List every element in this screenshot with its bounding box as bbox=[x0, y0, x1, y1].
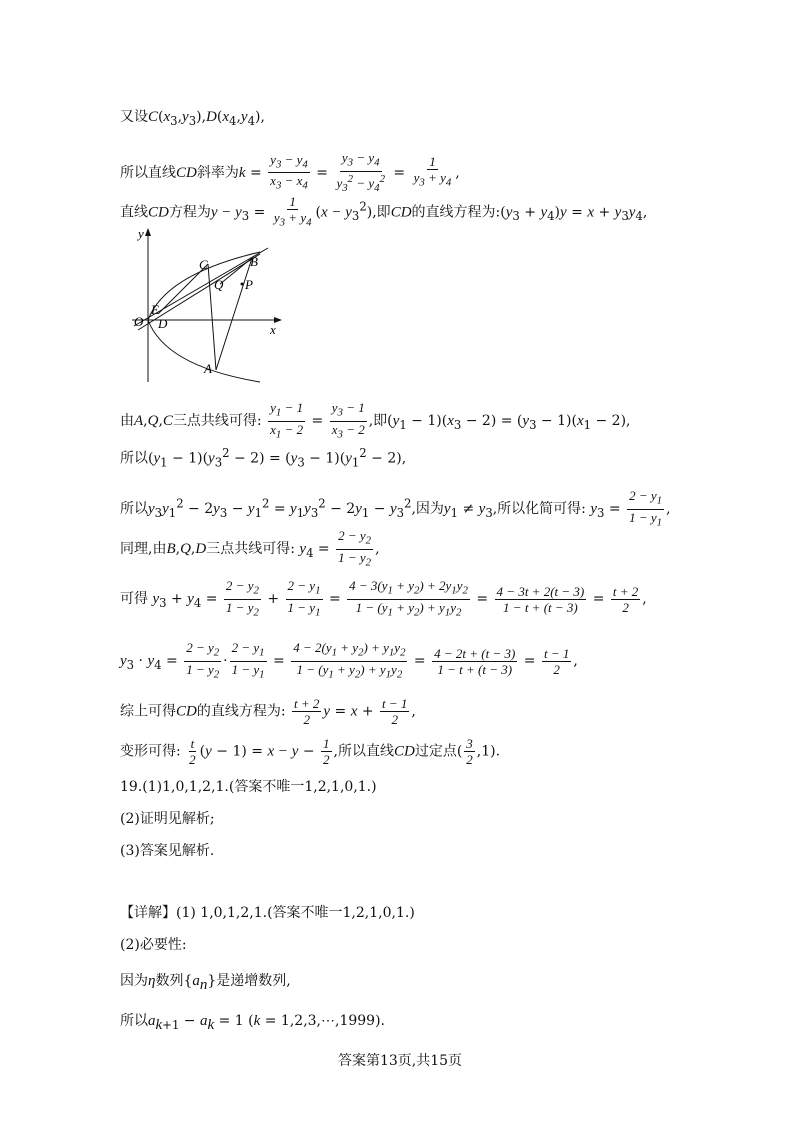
line-3: 直线CD方程为$y - y_3$ = $\frac{1}{y_3 + y_4}$ $(x - y_3^2)$,即CD的直线方程为$:(y_3 + y_4)y = x + y_3y_4$, bbox=[120, 194, 648, 229]
axis-label-y: y bbox=[138, 226, 144, 241]
line-11: 变形可得: $\frac{t}{2}$ (y − 1) = x − y − $\frac{1}{2}$ ,所以直线CD过定点( $\frac{3}{2}$ ,1). bbox=[120, 736, 501, 767]
line-16: (2)必要性: bbox=[120, 937, 187, 953]
line-17: 因为η数列$\{a_n\}$是递增数列, bbox=[120, 973, 291, 993]
label-A: A bbox=[204, 361, 212, 376]
label-B: B bbox=[250, 254, 258, 269]
axis-label-x: x bbox=[270, 322, 276, 337]
line-12: 19.(1)1,0,1,2,1.(答案不唯一1,2,1,0,1.) bbox=[120, 779, 377, 795]
line-1: 又设$C(x_3,y_3),D(x_4,y_4)$, bbox=[120, 109, 265, 128]
line-2: 所以直线CD斜率为k = $\frac{y_3 - y_4}{x_3 - x_4}$ = $\frac{y_3 - y_4}{y_3^2 - y_4^2}$ = $\frac{1}{y_3 + y_4}$ , bbox=[120, 150, 460, 194]
label-P: P bbox=[245, 277, 253, 292]
line-14: (3)答案见解析. bbox=[120, 843, 215, 859]
point-P bbox=[241, 283, 244, 286]
line-15: 【详解】(1) 1,0,1,2,1.(答案不唯一1,2,1,0,1.) bbox=[120, 905, 415, 921]
y-axis-arrow bbox=[145, 228, 151, 236]
parabola-figure bbox=[120, 222, 290, 387]
line-10: 综上可得CD的直线方程为: $\frac{t + 2}{2}$ y = x + $\frac{t - 1}{2}$ , bbox=[120, 696, 416, 727]
line-18: 所以$a_{k+1} - a_k = 1$ (k = 1,2,3,⋯,1999). bbox=[120, 1013, 385, 1033]
label-D: D bbox=[158, 316, 168, 331]
label-C: C bbox=[199, 257, 208, 272]
label-E: E bbox=[151, 302, 159, 317]
label-Q: Q bbox=[214, 277, 224, 292]
label-O: O bbox=[134, 314, 144, 329]
line-9: $y_3 \cdot y_4$ = $\frac{2 - y_2}{1 - y_2}$ · $\frac{2 - y_1}{1 - y_1}$ = $\frac{4 - 2(y_1 + y_2) + y_1y_2}{1 - (y_1 + y_2) + y_1y_2}$ = $\frac{4 - 2t + (t - 3)}{1 - t + (t - 3)}$ = $\frac{t - 1}{2}$ , bbox=[120, 640, 578, 681]
line-8: 可得 $y_3 + y_4$ = $\frac{2 - y_2}{1 - y_2}$ + $\frac{2 - y_1}{1 - y_1}$ = $\frac{4 - 3(y_1 + y_2) + 2y_1y_2}{1 - (y_1 + y_2) + y_1y_2}$ = $\frac{4 - 3t + 2(t - 3)}{1 - t + (t - 3)}$ = $\frac{t + 2}{2}$ , bbox=[120, 578, 647, 619]
line-7: 同理,由B,Q,D三点共线可得: $y_4$ = $\frac{2 - y_2}{1 - y_2}$ , bbox=[120, 528, 380, 569]
line-13: (2)证明见解析; bbox=[120, 811, 215, 827]
page-footer: 答案第13页,共15页 bbox=[337, 1053, 463, 1069]
line-5: 所以$(y_1 - 1)(y_3^2 - 2) = (y_3 - 1)(y_1^2 - 2)$, bbox=[120, 446, 407, 470]
line-6: 所以$y_3y_1^2 - 2y_3 - y_1^2 = y_1y_3^2 - 2y_1 - y_3^2$,因为$y_1 \ne y_3$,所以化简可得: $y_3$ = $\frac{2 - y_1}{1 - y_1}$ , bbox=[120, 488, 671, 529]
line-4: 由A,Q,C三点共线可得: $\frac{y_1 - 1}{x_1 - 2}$ = $\frac{y_3 - 1}{x_3 - 2}$ ,即$(y_1 - 1)(x_3 - 2) = (y_3 - 1)(x_1 - 2)$, bbox=[120, 400, 631, 441]
